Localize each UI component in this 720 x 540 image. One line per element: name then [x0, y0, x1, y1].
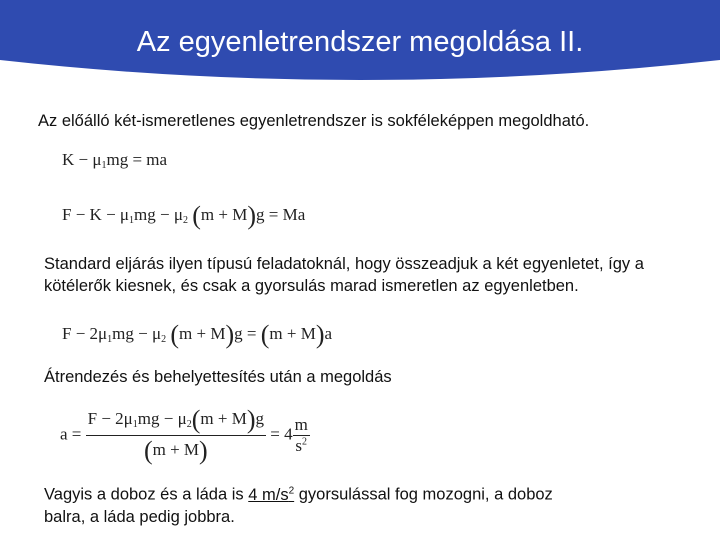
equation-1: $K - \mu_1mg$ = ma: [62, 150, 168, 171]
equation-2: $F - K - \mu_1mg - \mu_2$ (m + M)g = Ma: [62, 201, 306, 230]
equation-3: $F - 2\mu_1mg - \mu_2$ (m + M)g = (m + M)a: [62, 320, 333, 349]
rearrange-text: Átrendezés és behelyettesítés után a megoldás: [44, 368, 392, 386]
standard-method-text: Standard eljárás ilyen típusú feladatoknál, hogy összeadjuk a két egyenletet, így a kötélerők kiesnek, és csak a gyorsulás marad ismeretlen az egyenletben.: [44, 255, 644, 295]
unit-fraction: $\frac{m}{s^2}$: [294, 415, 308, 455]
equation-4: a = $\frac{F - 2\mu_1mg - \mu_2(m + M)g}{(m + M)}$ = 4 $\frac{m}{s^2}$: [60, 405, 308, 465]
solution-fraction: $\frac{F - 2\mu_1mg - \mu_2(m + M)g}{(m + M)}$: [87, 405, 265, 465]
conclusion-text: Vagyis a doboz és a láda is 4 $m/s^2$ gyorsulással fog mozogni, a doboz balra, a láda pedig jobbra.: [44, 485, 553, 526]
slide-header: [0, 0, 720, 95]
slide-title: Az egyenletrendszer megoldása II.: [136, 26, 584, 58]
result-value: 4 $m/s^2$: [248, 485, 295, 504]
intro-text: Az előálló két-ismeretlenes egyenletrendszer is sokféleképpen megoldható.: [38, 112, 590, 130]
